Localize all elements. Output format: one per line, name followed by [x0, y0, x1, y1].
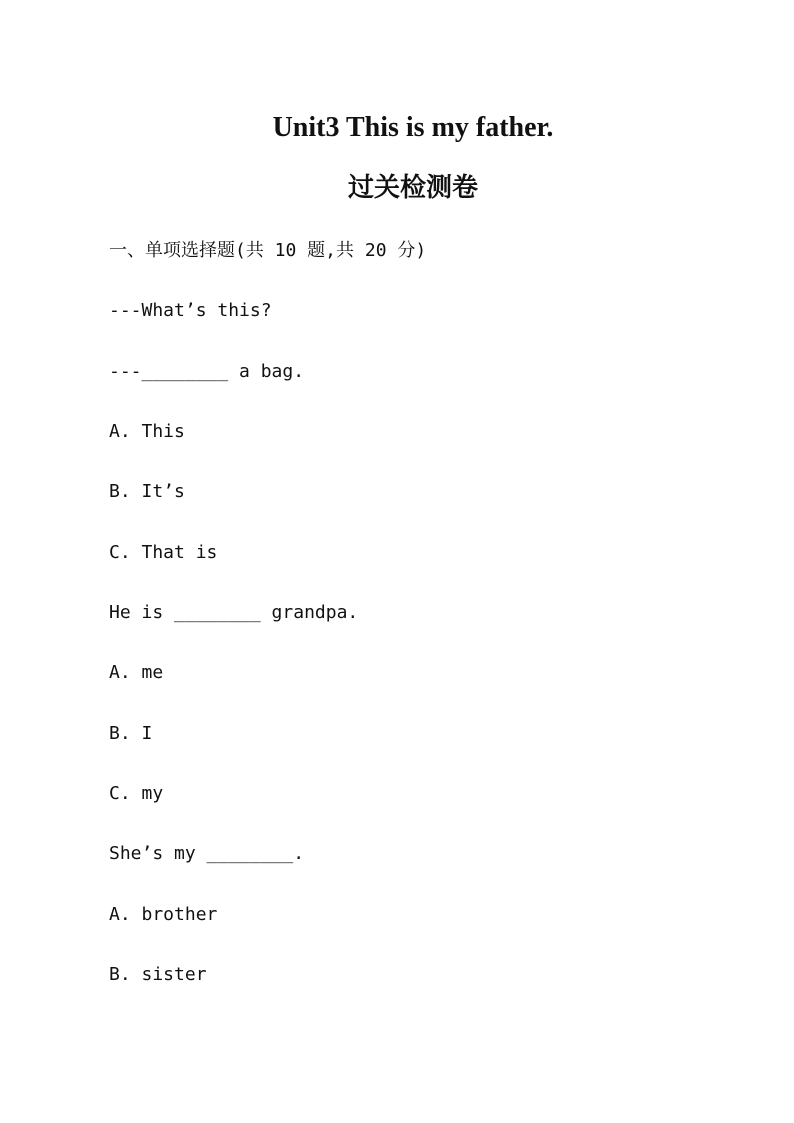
- question-1-stem-line-2: ---________ a bag.: [109, 361, 305, 382]
- question-2-option-a: A. me: [109, 662, 164, 683]
- question-2-stem: He is ________ grandpa.: [109, 602, 359, 623]
- question-2-option-c: C. my: [109, 783, 164, 804]
- question-1-option-c: C. That is: [109, 542, 218, 563]
- page-subtitle: 过关检测卷: [347, 173, 478, 203]
- question-1-stem-line-1: ---What’s this?: [109, 300, 272, 321]
- page-title: Unit3 This is my father.: [272, 112, 554, 143]
- question-3-option-a: A. brother: [109, 904, 218, 925]
- question-3-option-b: B. sister: [109, 964, 207, 985]
- question-1-option-b: B. It’s: [109, 481, 185, 502]
- question-2-option-b: B. I: [109, 723, 153, 744]
- question-1-option-a: A. This: [109, 421, 185, 442]
- section-heading: 一、单项选择题(共 10 题,共 20 分): [109, 240, 427, 261]
- question-3-stem: She’s my ________.: [109, 843, 305, 864]
